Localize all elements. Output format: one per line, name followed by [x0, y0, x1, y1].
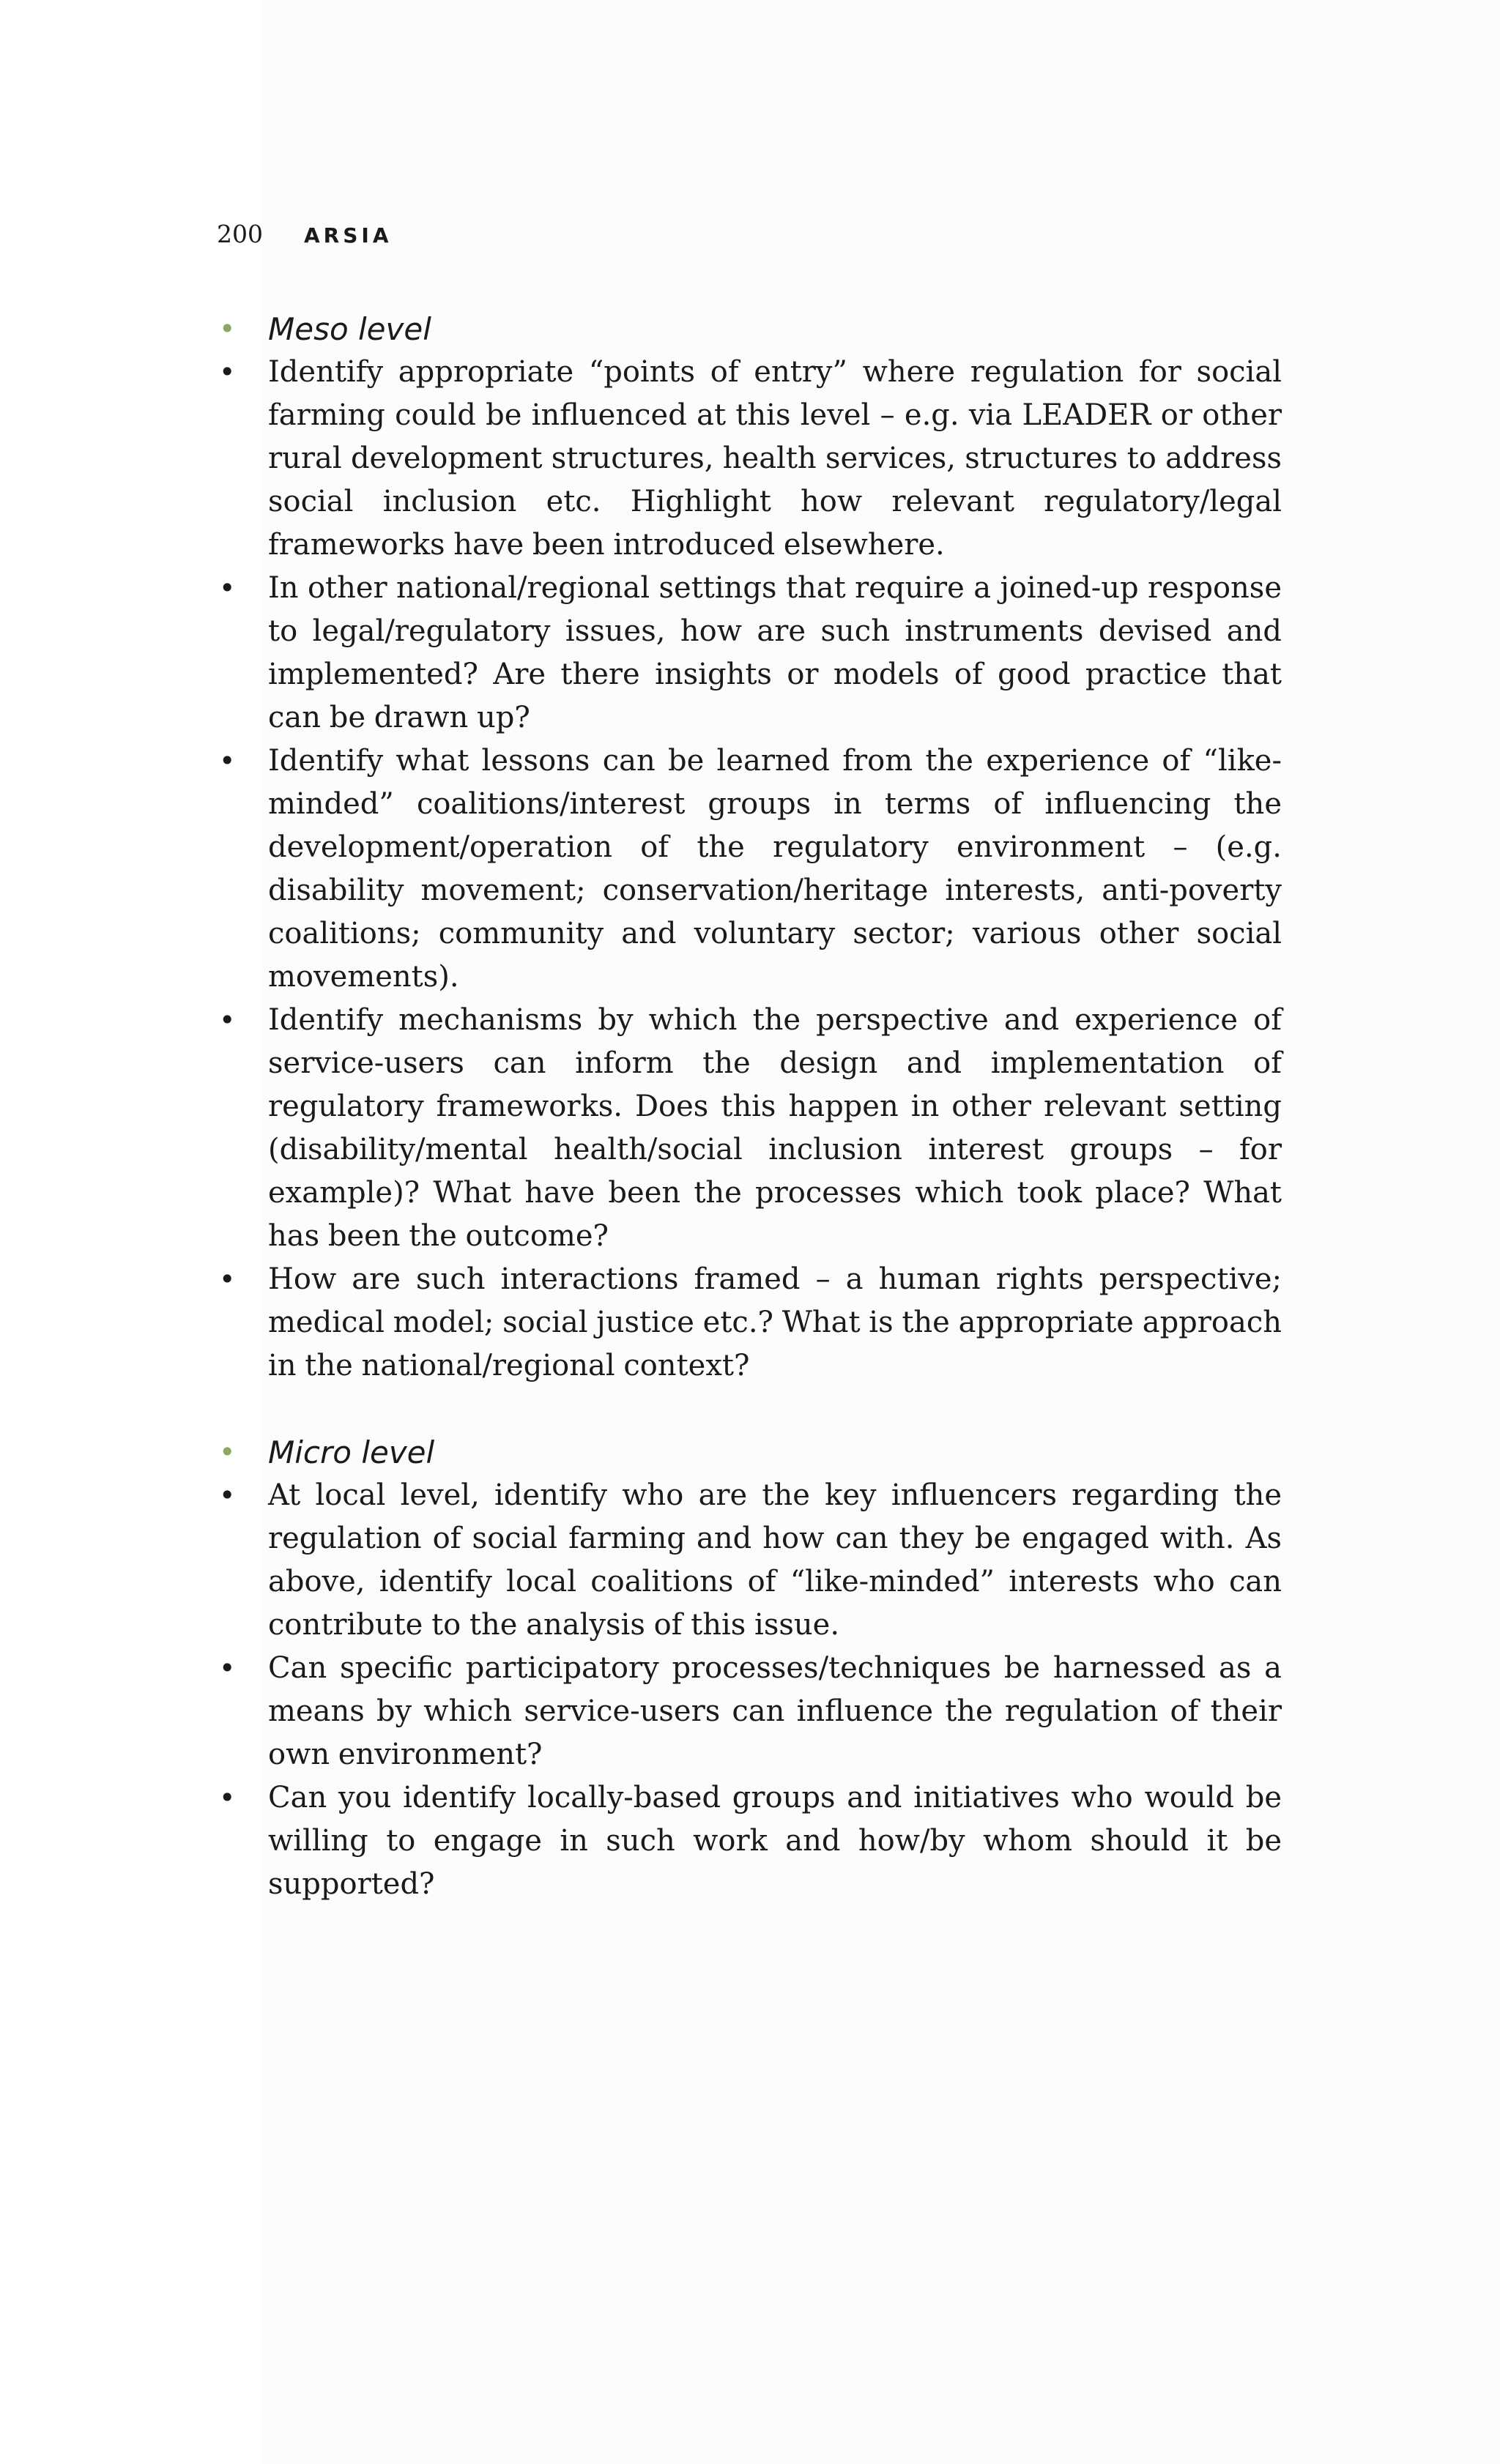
- section-title: Meso level: [268, 311, 431, 347]
- list-item-text: How are such interactions framed – a human rights perspective; medical model; social justice etc.? What is the appropriate approach in the national/regional context?: [268, 1262, 1282, 1382]
- bullet-icon: •: [219, 572, 236, 604]
- bullet-icon: •: [219, 1782, 236, 1814]
- section-meso: [217, 308, 1282, 1388]
- running-head: ARSIA: [304, 223, 393, 247]
- list-item: [217, 351, 1282, 567]
- page-number: 200: [217, 220, 263, 248]
- bullet-icon: •: [219, 1004, 236, 1036]
- bullet-icon: •: [219, 1479, 236, 1511]
- page-content: [217, 308, 1282, 1949]
- page-header: [217, 220, 392, 256]
- bullet-icon: •: [219, 745, 236, 777]
- section-heading: [217, 308, 1282, 351]
- list-item: [217, 1258, 1282, 1388]
- bullet-icon: •: [219, 356, 236, 388]
- green-bullet-icon: •: [219, 1436, 236, 1468]
- list-item-text: Identify mechanisms by which the perspective and experience of service-users can inform the design and implementation of regulatory frameworks. Does this happen in other relevant setting (disability/mental health/social inclusion interest groups – for example)? What have been the processes which took place? What has been the outcome?: [268, 1003, 1282, 1253]
- section-micro: [217, 1431, 1282, 1906]
- list-item-text: Can specific participatory processes/techniques be harnessed as a means by which service-users can influence the regulation of their own environment?: [268, 1651, 1282, 1771]
- list-item: [217, 1647, 1282, 1776]
- list-item-text: At local level, identify who are the key influencers regarding the regulation of social farming and how can they be engaged with. As above, identify local coalitions of “like-minded” interests who can contribute to the analysis of this issue.: [268, 1478, 1282, 1642]
- list-item-text: Can you identify locally-based groups and initiatives who would be willing to engage in such work and how/by whom should it be supported?: [268, 1781, 1282, 1901]
- bullet-icon: •: [219, 1263, 236, 1295]
- list-item: [217, 1776, 1282, 1906]
- list-item: [217, 1474, 1282, 1647]
- list-item: [217, 567, 1282, 740]
- list-item-text: Identify what lessons can be learned from the experience of “like-minded” coalitions/interest groups in terms of influencing the development/operation of the regulatory environment – (e.g. disability movement; conservation/heritage interests, anti-poverty coalitions; community and voluntary sector; various other social movements).: [268, 744, 1282, 994]
- list-item-text: In other national/regional settings that require a joined-up response to legal/regulatory issues, how are such instruments devised and implemented? Are there insights or models of good practice that can be drawn up?: [268, 571, 1282, 734]
- list-item: [217, 740, 1282, 999]
- green-bullet-icon: •: [219, 313, 236, 345]
- list-item: [217, 999, 1282, 1258]
- bullet-icon: •: [219, 1652, 236, 1684]
- list-item-text: Identify appropriate “points of entry” where regulation for social farming could be influenced at this level – e.g. via LEADER or other rural development structures, health services, structures to address social inclusion etc. Highlight how relevant regulatory/legal frameworks have been introduced elsewhere.: [268, 355, 1282, 562]
- section-heading: [217, 1431, 1282, 1474]
- section-title: Micro level: [268, 1434, 435, 1470]
